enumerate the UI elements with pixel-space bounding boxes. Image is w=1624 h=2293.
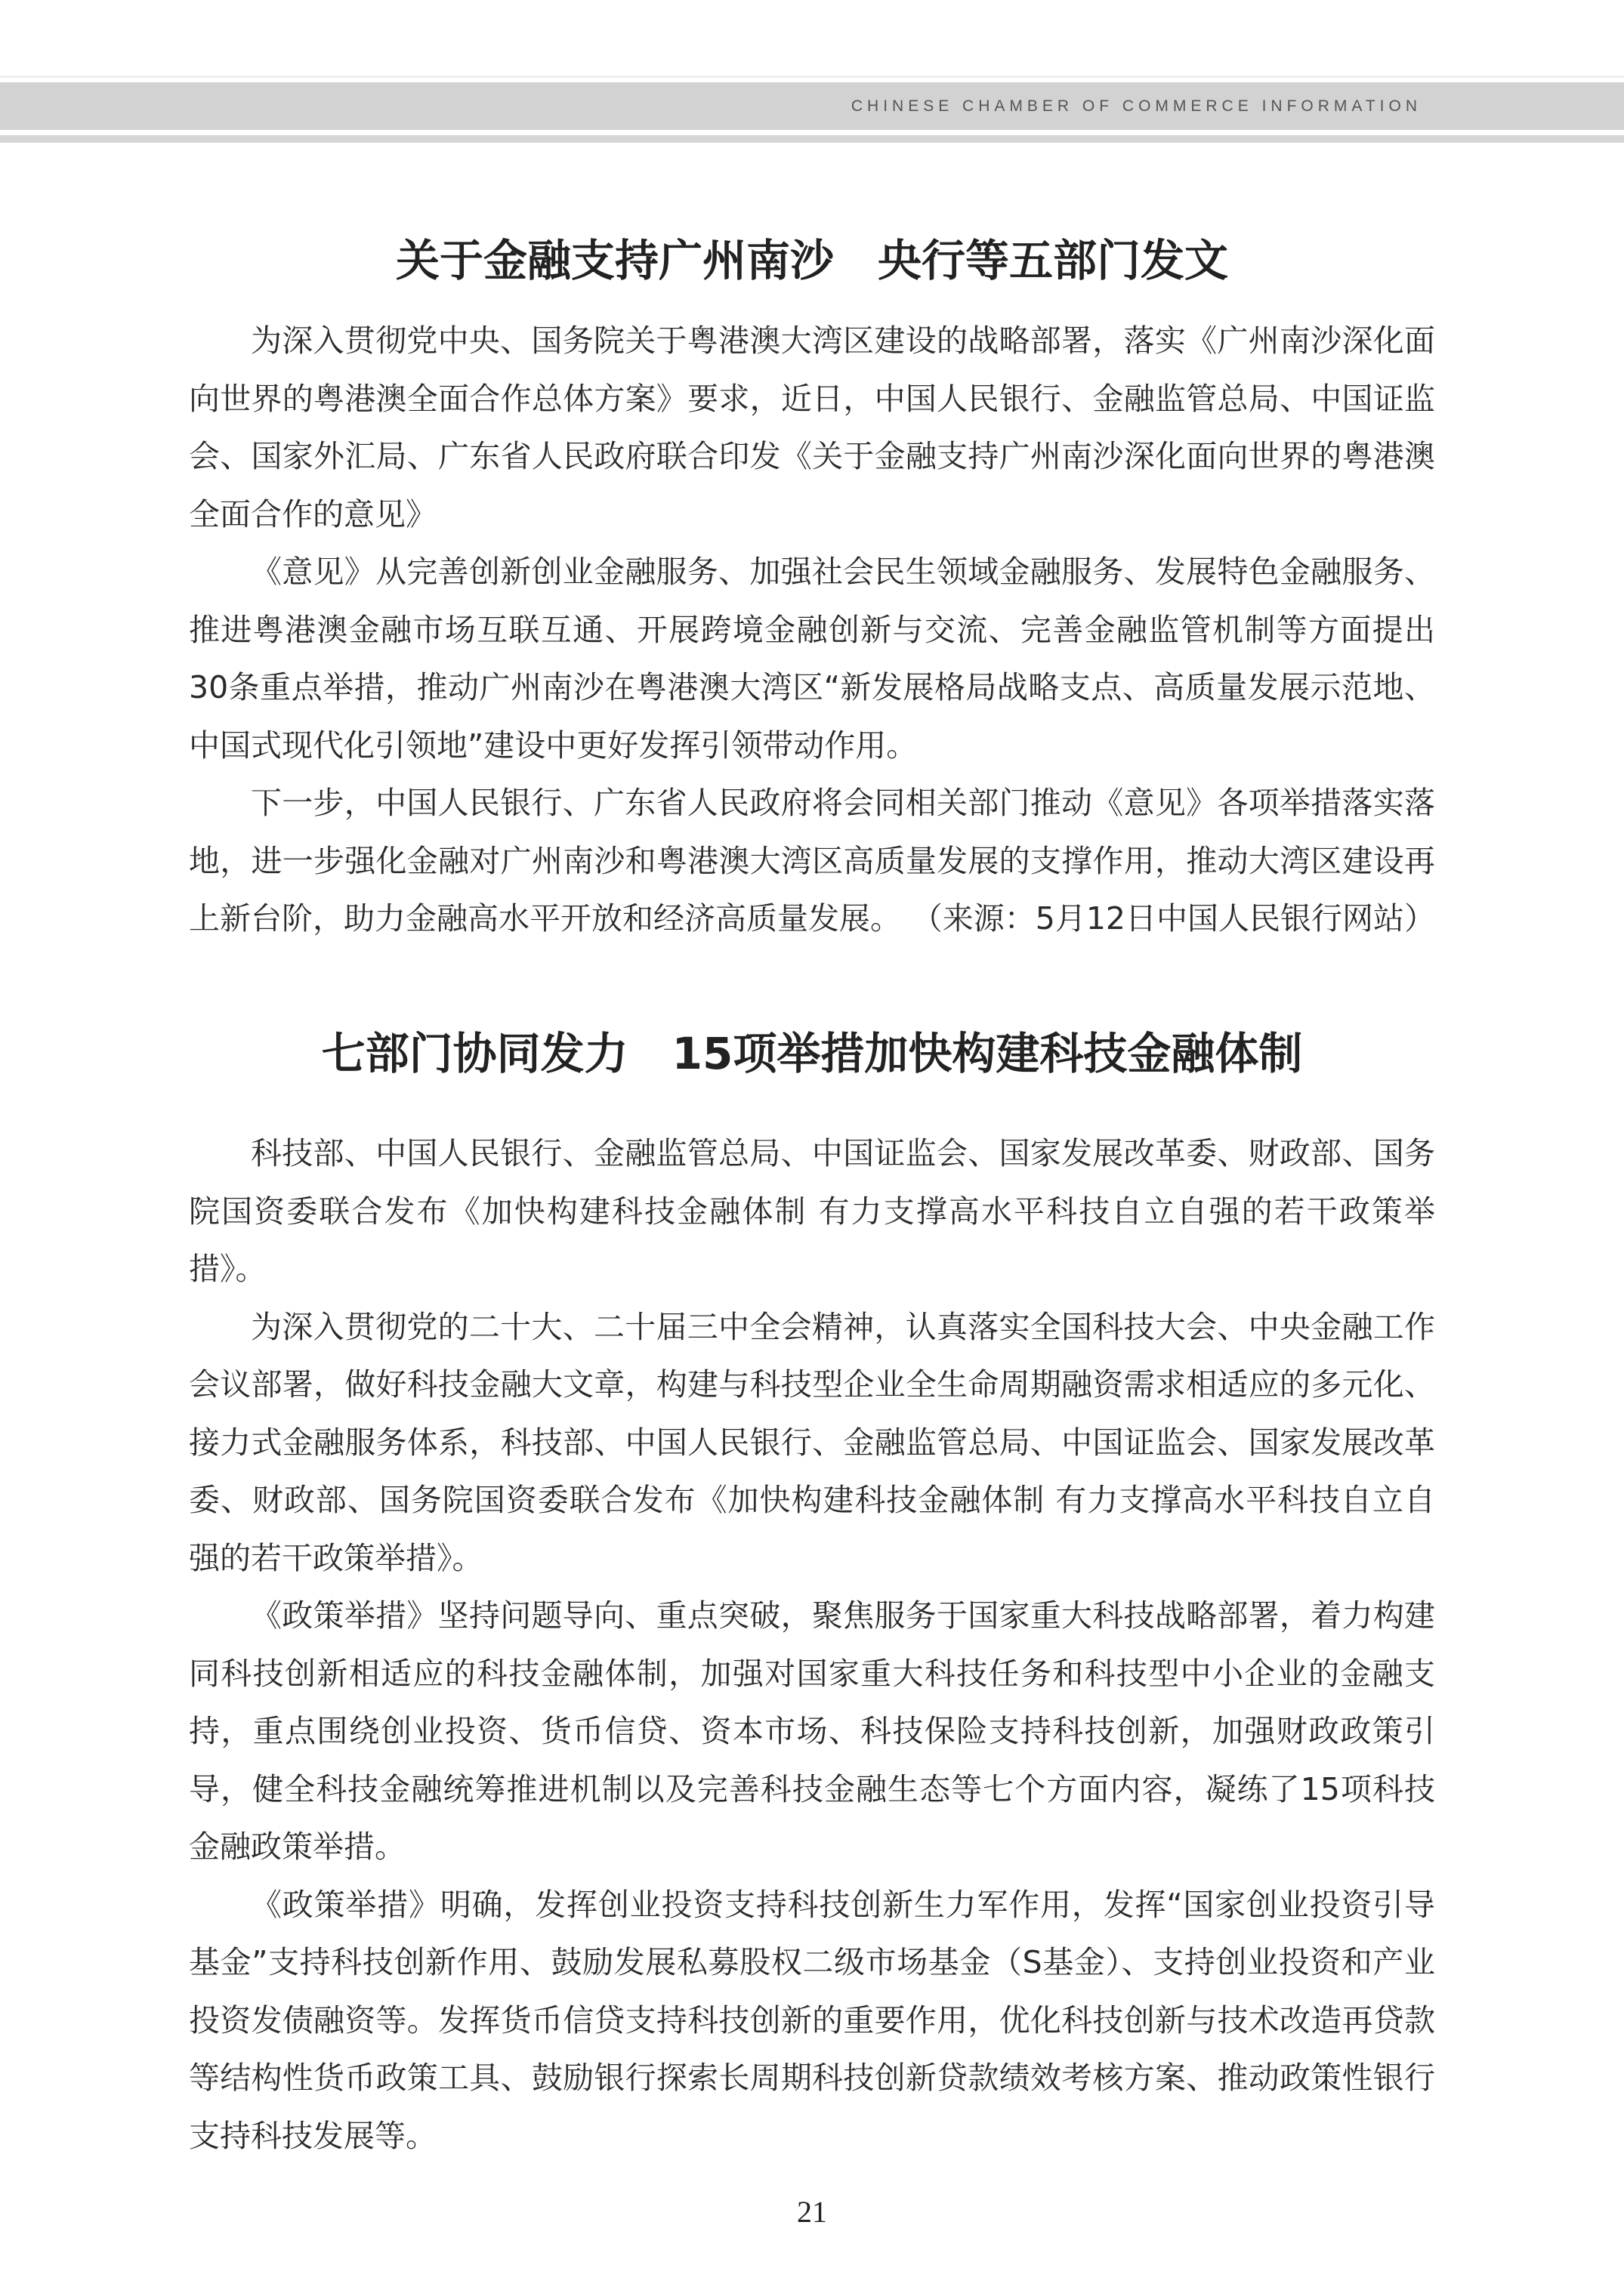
header-band xyxy=(0,82,1624,130)
article-1-title: 关于金融支持广州南沙 央行等五部门发文 xyxy=(395,235,1228,286)
header-top-rule xyxy=(0,76,1624,78)
article-1-paragraph: 为深入贯彻党中央、国务院关于粤港澳大湾区建设的战略部署，落实《广州南沙深化面向世界的粤港澳全面合作总体方案》要求，近日，中国人民银行、金融监管总局、中国证监会、国家外汇局、广东省人民政府联合印发《关于金融支持广州南沙深化面向世界的粤港澳全面合作的意见》 xyxy=(189,323,1435,532)
article-1-source: （来源：5月12日中国人民银行网站） xyxy=(911,900,1435,937)
article-1-body xyxy=(189,312,1435,948)
article-2-paragraph: 《政策举措》坚持问题导向、重点突破，聚焦服务于国家重大科技战略部署，着力构建同科技创新相适应的科技金融体制，加强对国家重大科技任务和科技型中小企业的金融支持，重点围绕创业投资、货币信贷、资本市场、科技保险支持科技创新，加强财政政策引导，健全科技金融统筹推进机制以及完善科技金融生态等七个方面内容，凝练了15项科技金融政策举措。 xyxy=(189,1597,1435,1865)
article-2-paragraph: 为深入贯彻党的二十大、二十届三中全会精神，认真落实全国科技大会、中央金融工作会议部署，做好科技金融大文章，构建与科技型企业全生命周期融资需求相适应的多元化、接力式金融服务体系，科技部、中国人民银行、金融监管总局、中国证监会、国家发展改革委、财政部、国务院国资委联合发布《加快构建科技金融体制 有力支撑高水平科技自立自强的若干政策举措》。 xyxy=(189,1308,1435,1576)
article-2-body xyxy=(189,1125,1435,2165)
article-2-paragraph: 《政策举措》明确，发挥创业投资支持科技创新生力军作用，发挥“国家创业投资引导基金”支持科技创新作用、鼓励发展私募股权二级市场基金（S基金）、支持创业投资和产业投资发债融资等。发挥货币信贷支持科技创新的重要作用，优化科技创新与技术改造再贷款等结构性货币政策工具、鼓励银行探索长周期科技创新贷款绩效考核方案、推动政策性银行支持科技发展等。 xyxy=(189,1886,1435,2154)
article-1-paragraph-text: 下一步，中国人民银行、广东省人民政府将会同相关部门推动《意见》各项举措落实落地，进一步强化金融对广州南沙和粤港澳大湾区高质量发展的支撑作用，推动大湾区建设再上新台阶，助力金融高水平开放和经济高质量发展。 xyxy=(189,785,1435,937)
header-divider xyxy=(0,135,1624,143)
publication-name: CHINESE CHAMBER OF COMMERCE INFORMATION xyxy=(851,97,1422,115)
article-2-title: 七部门协同发力 15项举措加快构建科技金融体制 xyxy=(321,1028,1303,1079)
article-2-paragraph: 科技部、中国人民银行、金融监管总局、中国证监会、国家发展改革委、财政部、国务院国资委联合发布《加快构建科技金融体制 有力支撑高水平科技自立自强的若干政策举措》。 xyxy=(189,1135,1435,1287)
article-1-paragraph xyxy=(189,774,1435,948)
page-number: 21 xyxy=(797,2195,827,2229)
article-1-paragraph: 《意见》从完善创新创业金融服务、加强社会民生领域金融服务、发展特色金融服务、推进粤港澳金融市场互联互通、开展跨境金融创新与交流、完善金融监管机制等方面提出30条重点举措，推动广州南沙在粤港澳大湾区“新发展格局战略支点、高质量发展示范地、中国式现代化引领地”建设中更好发挥引领带动作用。 xyxy=(189,554,1435,764)
